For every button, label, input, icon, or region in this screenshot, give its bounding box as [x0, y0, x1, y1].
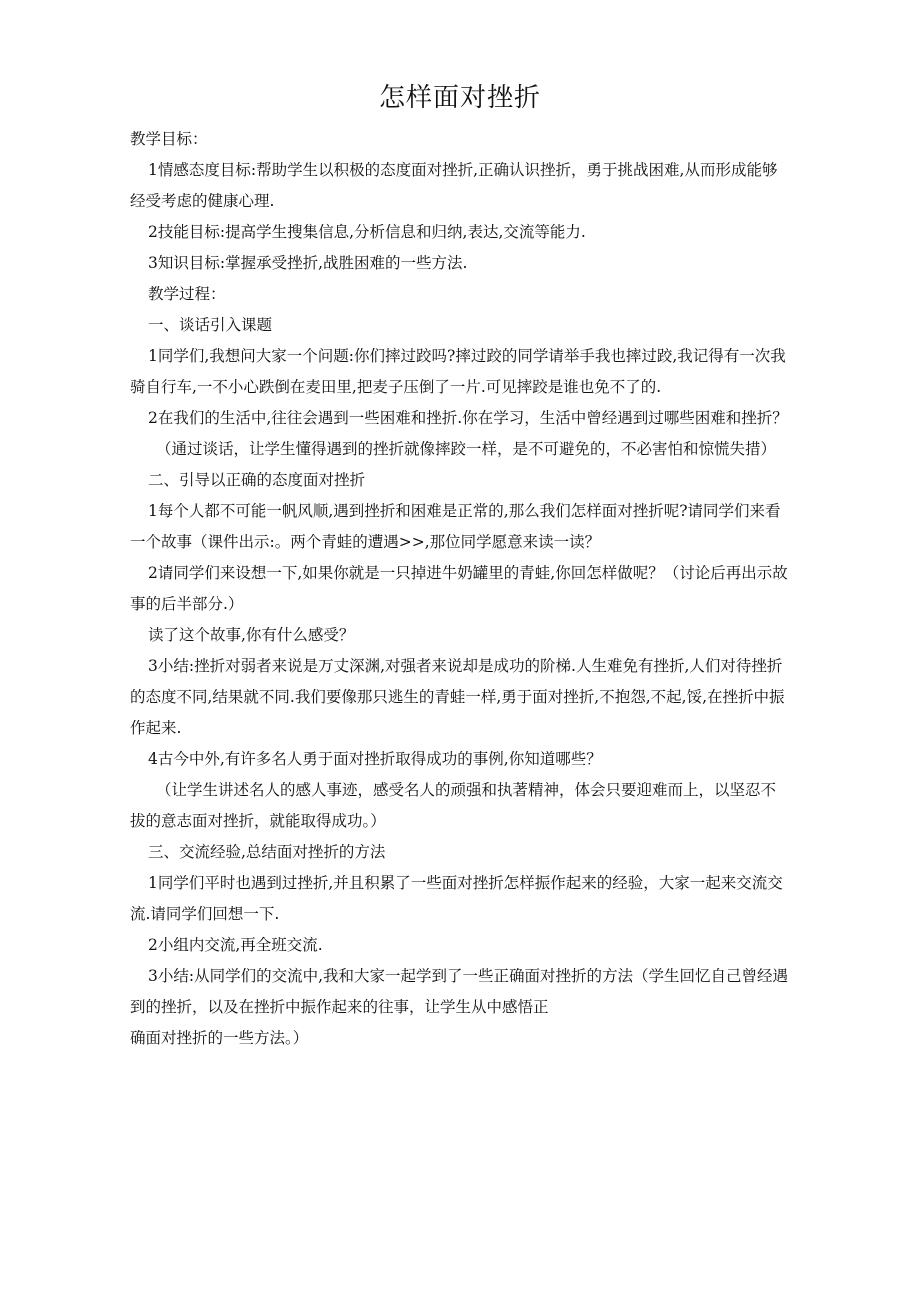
paragraph-note: （通过谈话，让学生懂得遇到的挫折就像摔跤一样，是不可避免的，不必害怕和惊慌失措） [156, 440, 777, 458]
paragraph: 2技能目标:提高学生搜集信息,分析信息和归纳,表达,交流等能力. [148, 223, 586, 241]
section-heading: 一、谈话引入课题 [148, 316, 273, 334]
paragraph-continuation: 确面对挫折的一些方法。） [130, 1029, 309, 1047]
paragraph: 3小结:挫折对弱者来说是万丈深渊,对强者来说却是成功的阶梯.人生难免有挫折,人们对待挫折的态度不同,结果就不同.我们要像那只逃生的青蛙一样,勇于面对挫折,不抱怨,不起,馁,在挫折中振作起来. [130, 657, 785, 737]
paragraph: 1每个人都不可能一帆风顺,遇到挫折和困难是正常的,那么我们怎样面对挫折呢?请同学们来看一个故事（课件出示:。两个青蛙的遭遇>>,那位同学愿意来读一读？ [130, 502, 781, 551]
document-title: 怎样面对挫折 [378, 83, 541, 113]
paragraph: 4古今中外,有许多名人勇于面对挫折取得成功的事例,你知道哪些？ [148, 750, 602, 768]
paragraph: 2请同学们来设想一下,如果你就是一只掉进牛奶罐里的青蛙,你回怎样做呢？（讨论后再出示故事的后半部分.） [130, 564, 788, 613]
section-heading: 二、引导以正确的态度面对挫折 [148, 471, 366, 489]
paragraph: 1情感态度目标:帮助学生以积极的态度面对挫折,正确认识挫折，勇于挑战困难,从而形成能够经受考虑的健康心理. [130, 161, 778, 210]
paragraph: 读了这个故事,你有什么感受？ [148, 626, 355, 644]
paragraph: 3知识目标:掌握承受挫折,战胜困难的一些方法. [148, 254, 468, 272]
paragraph: 1同学们,我想问大家一个问题:你们摔过跤吗?摔过跤的同学请举手我也摔过跤,我记得有一次我骑自行车,一不小心跌倒在麦田里,把麦子压倒了一片.可见摔跤是谁也免不了的. [130, 347, 786, 396]
paragraph: 1同学们平时也遇到过挫折,并且积累了一些面对挫折怎样振作起来的经验，大家一起来交流交流.请同学们回想一下. [130, 874, 783, 923]
paragraph: 2小组内交流,再全班交流. [148, 936, 323, 954]
paragraph: 2在我们的生活中,往往会遇到一些困难和挫折.你在学习，生活中曾经遇到过哪些困难和挫折？ [148, 409, 788, 427]
section-heading: 三、交流经验,总结面对挫折的方法 [148, 843, 386, 861]
paragraph: 3小结:从同学们的交流中,我和大家一起学到了一些正确面对挫折的方法（学生回忆自己曾经遇到的挫折，以及在挫折中振作起来的往事，让学生从中感悟正 [130, 967, 789, 1016]
section-label-process: 教学过程： [148, 285, 226, 303]
paragraph-note: （让学生讲述名人的感人事迹，感受名人的顽强和执著精神，体会只要迎难而上，以坚忍不拔的意志面对挫折，就能取得成功。） [130, 781, 777, 830]
document-body [130, 124, 790, 1054]
section-label-goals: 教学目标： [130, 130, 208, 148]
